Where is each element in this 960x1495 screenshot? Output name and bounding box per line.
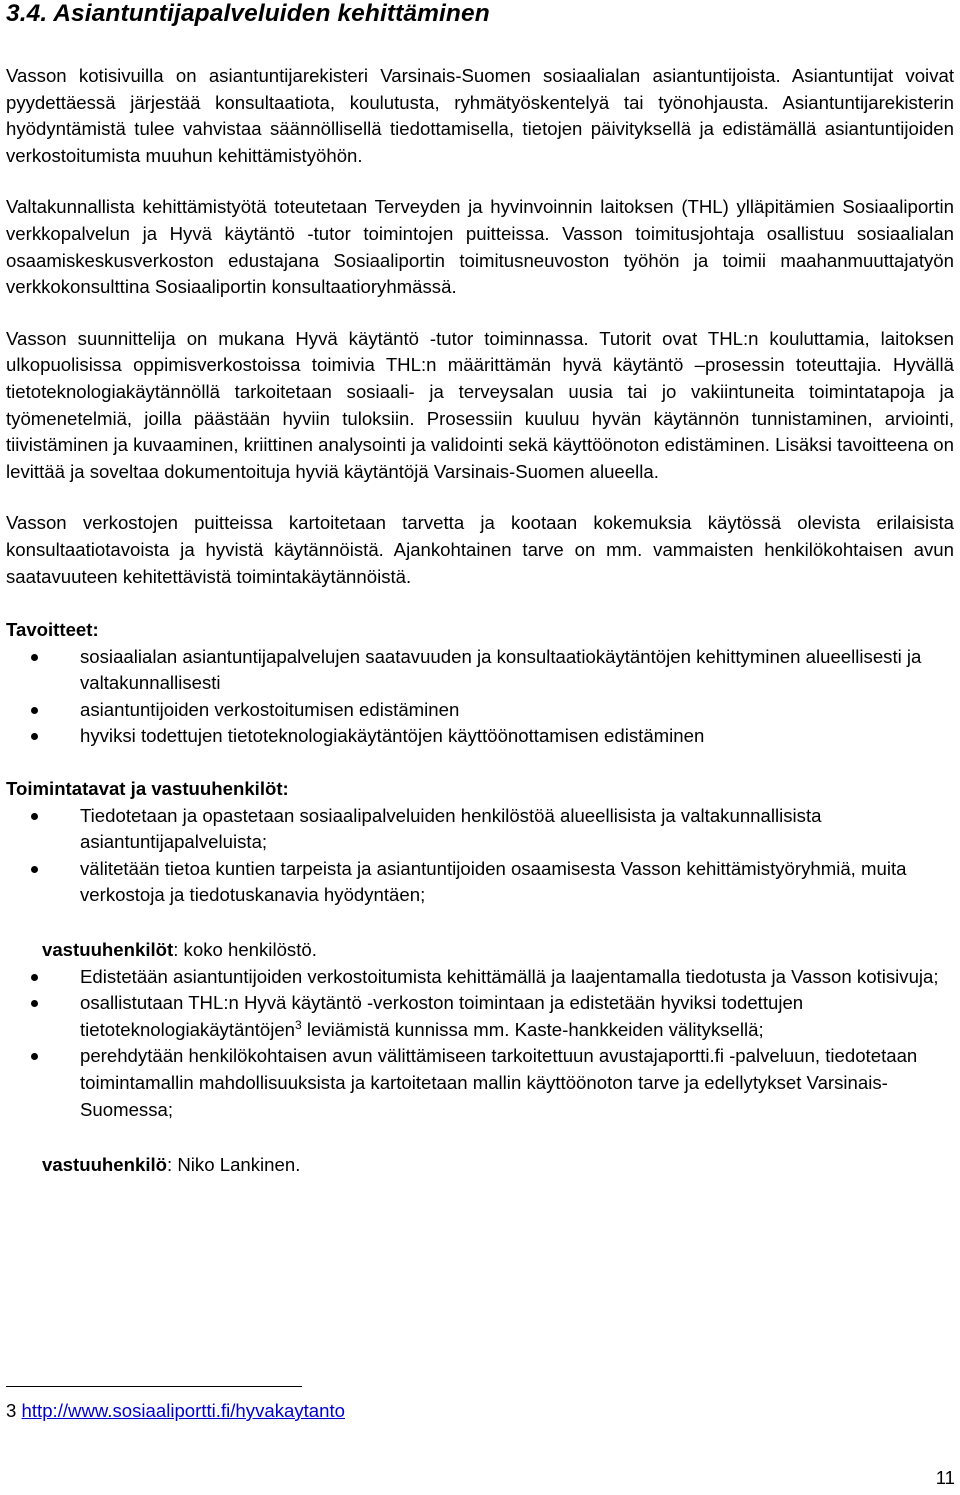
list-item: asiantuntijoiden verkostoitumisen edistäminen xyxy=(6,697,954,724)
list-item: Edistetään asiantuntijoiden verkostoitumista kehittämällä ja laajentamalla tiedotusta ja Vasson kotisivuja; xyxy=(6,964,954,991)
bullet-icon xyxy=(31,974,38,981)
bullet-icon xyxy=(31,707,38,714)
goals-list xyxy=(6,644,954,750)
responsible-value: : Niko Lankinen. xyxy=(167,1154,301,1176)
paragraph-national-development: Valtakunnallista kehittämistyötä toteutetaan Terveyden ja hyvinvoinnin laitoksen (THL) ylläpitämien Sosiaaliportin verkkopalvelun ja Hyvä käytäntö -tutor toimintojen puitteissa. Vasson toimitusjohtaja osallistuu sosiaalialan osaamiskeskusverkoston edustajana Sosiaaliportin toimitusneuvoston työhön ja toimii maahanmuuttajatyön verkkokonsulttina Sosiaaliportin konsultaatioryhmässä. xyxy=(6,196,954,298)
footnote-link[interactable]: http://www.sosiaaliportti.fi/hyvakaytanto xyxy=(21,1400,345,1421)
list-item: hyviksi todettujen tietoteknologiakäytäntöjen käyttöönottamisen edistäminen xyxy=(6,723,954,750)
footnote-reference: 3 xyxy=(295,1017,302,1032)
bullet-icon xyxy=(31,813,38,820)
paragraph-consultation-survey: Vasson verkostojen puitteissa kartoitetaan tarvetta ja kootaan kokemuksia käytössä olevista erilaisista konsultaatiotavoista ja hyvistä käytännöistä. Ajankohtainen tarve on mm. vammaisten henkilökohtaisen avun saatavuuteen kehitettävistä toimintakäytännöistä. xyxy=(6,512,954,587)
list-item: sosiaalialan asiantuntijapalvelujen saatavuuden ja konsultaatiokäytäntöjen kehittyminen alueellisesti ja valtakunnallisesti xyxy=(6,644,954,697)
list-item: osallistutaan THL:n Hyvä käytäntö -verkoston toimintaan ja edistetään hyviksi todettujen tietoteknologiakäytäntöjen$^3$ leviämistä kunnissa mm. Kaste-hankkeiden välityksellä; xyxy=(6,990,954,1043)
page-number: 11 xyxy=(935,1467,955,1488)
responsible-value: : koko henkilöstö. xyxy=(173,939,317,961)
list-item: välitetään tietoa kuntien tarpeista ja asiantuntijoiden osaamisesta Vasson kehittämistyöryhmiä, muita verkostoja ja tiedotuskanavia hyödyntäen; xyxy=(6,856,954,909)
responsible-persons-2 xyxy=(6,1152,954,1179)
bullet-icon xyxy=(31,866,38,873)
responsible-persons-1 xyxy=(6,937,954,964)
responsible-label: vastuuhenkilöt xyxy=(42,939,174,961)
goals-title: Tavoitteet: xyxy=(6,619,99,641)
bullet-icon xyxy=(31,1000,38,1007)
footnote xyxy=(6,1398,345,1424)
footnote-divider xyxy=(6,1386,302,1387)
document-page xyxy=(6,0,954,1179)
actions-list-2 xyxy=(6,964,954,1124)
section-heading: 3.4. Asiantuntijapalveluiden kehittäminen xyxy=(6,0,490,27)
actions-list-1 xyxy=(6,803,954,909)
paragraph-expert-register: Vasson kotisivuilla on asiantuntijarekisteri Varsinais-Suomen sosiaalialan asiantuntijoista. Asiantuntijat voivat pyydettäessä järjestää konsultaatiota, koulutusta, ryhmätyöskentelyä tai työnohjausta. Asiantuntijarekisterin hyödyntämistä tulee vahvistaa säännöllisellä tiedottamisella, tietojen päivityksellä ja edistämällä asiantuntijoiden verkostoitumista muuhun kehittämistyöhön. xyxy=(6,65,954,166)
paragraph-good-practice-tutor: Vasson suunnittelija on mukana Hyvä käytäntö -tutor toiminnassa. Tutorit ovat THL:n kouluttamia, laitoksen ulkopuolisissa oppimisverkostoissa toimivia THL:n määrittämän hyvä käytäntö –prosessin toteuttajia. Hyvällä tietoteknologiakäytännöllä tarkoitetaan sosiaali- ja terveysalan uusia tai jo vakiintuneita toimintatapoja ja työmenetelmiä, joilla päästään hyviin tuloksiin. Prosessiin kuuluu hyvän käytännön tunnistaminen, arviointi, tiivistäminen ja kuvaaminen, kriittinen analysointi ja validointi sekä käyttöönoton edistäminen. Lisäksi tavoitteena on levittää ja soveltaa dokumentoituja hyviä käytäntöjä Varsinais-Suomen alueella. xyxy=(6,327,954,482)
actions-title: Toimintatavat ja vastuuhenkilöt: xyxy=(6,778,289,800)
bullet-icon xyxy=(31,654,38,661)
responsible-label: vastuuhenkilö xyxy=(42,1154,168,1176)
list-item: perehdytään henkilökohtaisen avun välittämiseen tarkoitettuun avustajaportti.fi -palveluun, tiedotetaan toimintamallin mahdollisuuksista ja kartoitetaan mallin käyttöönoton tarve ja edellytykset Varsinais-Suomessa; xyxy=(6,1043,954,1123)
list-item: Tiedotetaan ja opastetaan sosiaalipalveluiden henkilöstöä alueellisista ja valtakunnallisista asiantuntijapalveluista; xyxy=(6,803,954,856)
bullet-icon xyxy=(31,733,38,740)
footnote-number: 3 xyxy=(6,1400,17,1421)
bullet-icon xyxy=(31,1053,38,1060)
